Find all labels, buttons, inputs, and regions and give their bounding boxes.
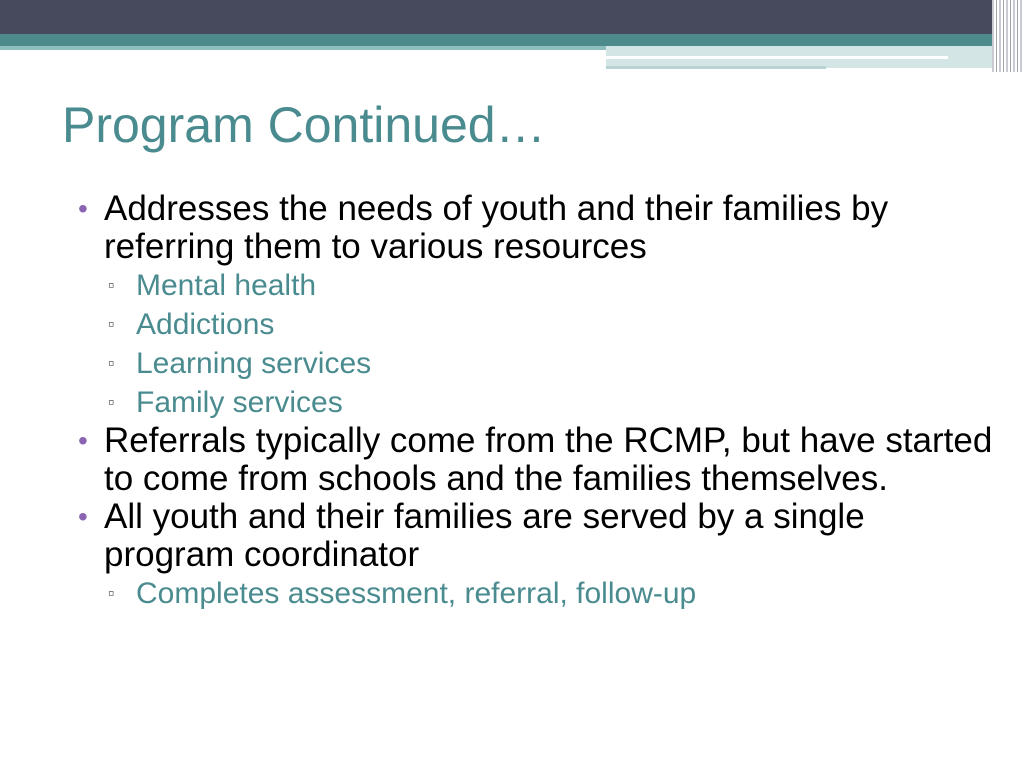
bullet-dot-icon: • xyxy=(78,501,88,532)
sub-bullet-item xyxy=(78,344,998,383)
header-right-line xyxy=(606,56,948,59)
bullet-item xyxy=(78,498,998,574)
header-bar-accent xyxy=(0,46,606,50)
sub-bullet-text: Family services xyxy=(136,386,343,419)
header-bar-dark xyxy=(0,0,1024,34)
bullet-text: Referrals typically come from the RCMP, but have started to come from schools and the families themselves. xyxy=(104,421,993,498)
sub-bullet-item xyxy=(78,266,998,305)
bullet-item xyxy=(78,190,998,266)
header-right-line xyxy=(606,66,826,69)
sub-bullet-square-icon: ▫ xyxy=(108,314,115,334)
sub-bullet-item xyxy=(78,383,998,422)
bullet-item xyxy=(78,422,998,498)
bullet-dot-icon: • xyxy=(78,193,88,224)
sub-bullet-text: Addictions xyxy=(136,308,275,341)
bullet-dot-icon: • xyxy=(78,425,88,456)
sub-bullet-text: Mental health xyxy=(136,269,317,302)
sub-bullet-text: Learning services xyxy=(136,347,372,380)
sub-bullet-square-icon: ▫ xyxy=(108,392,115,412)
header-bar-teal xyxy=(0,34,1024,46)
bullet-text: All youth and their families are served by a single program coordinator xyxy=(104,497,865,574)
sub-bullet-item xyxy=(78,574,998,613)
sub-bullet-text: Completes assessment, referral, follow-up xyxy=(136,577,697,610)
sub-bullet-square-icon: ▫ xyxy=(108,583,115,603)
sub-bullet-item xyxy=(78,305,998,344)
bullet-list xyxy=(78,190,998,613)
sub-bullet-square-icon: ▫ xyxy=(108,353,115,373)
header-stripes xyxy=(992,0,1024,72)
bullet-text: Addresses the needs of youth and their families by referring them to various resources xyxy=(104,189,889,266)
slide-title: Program Continued… xyxy=(62,97,546,153)
sub-bullet-square-icon: ▫ xyxy=(108,275,115,295)
